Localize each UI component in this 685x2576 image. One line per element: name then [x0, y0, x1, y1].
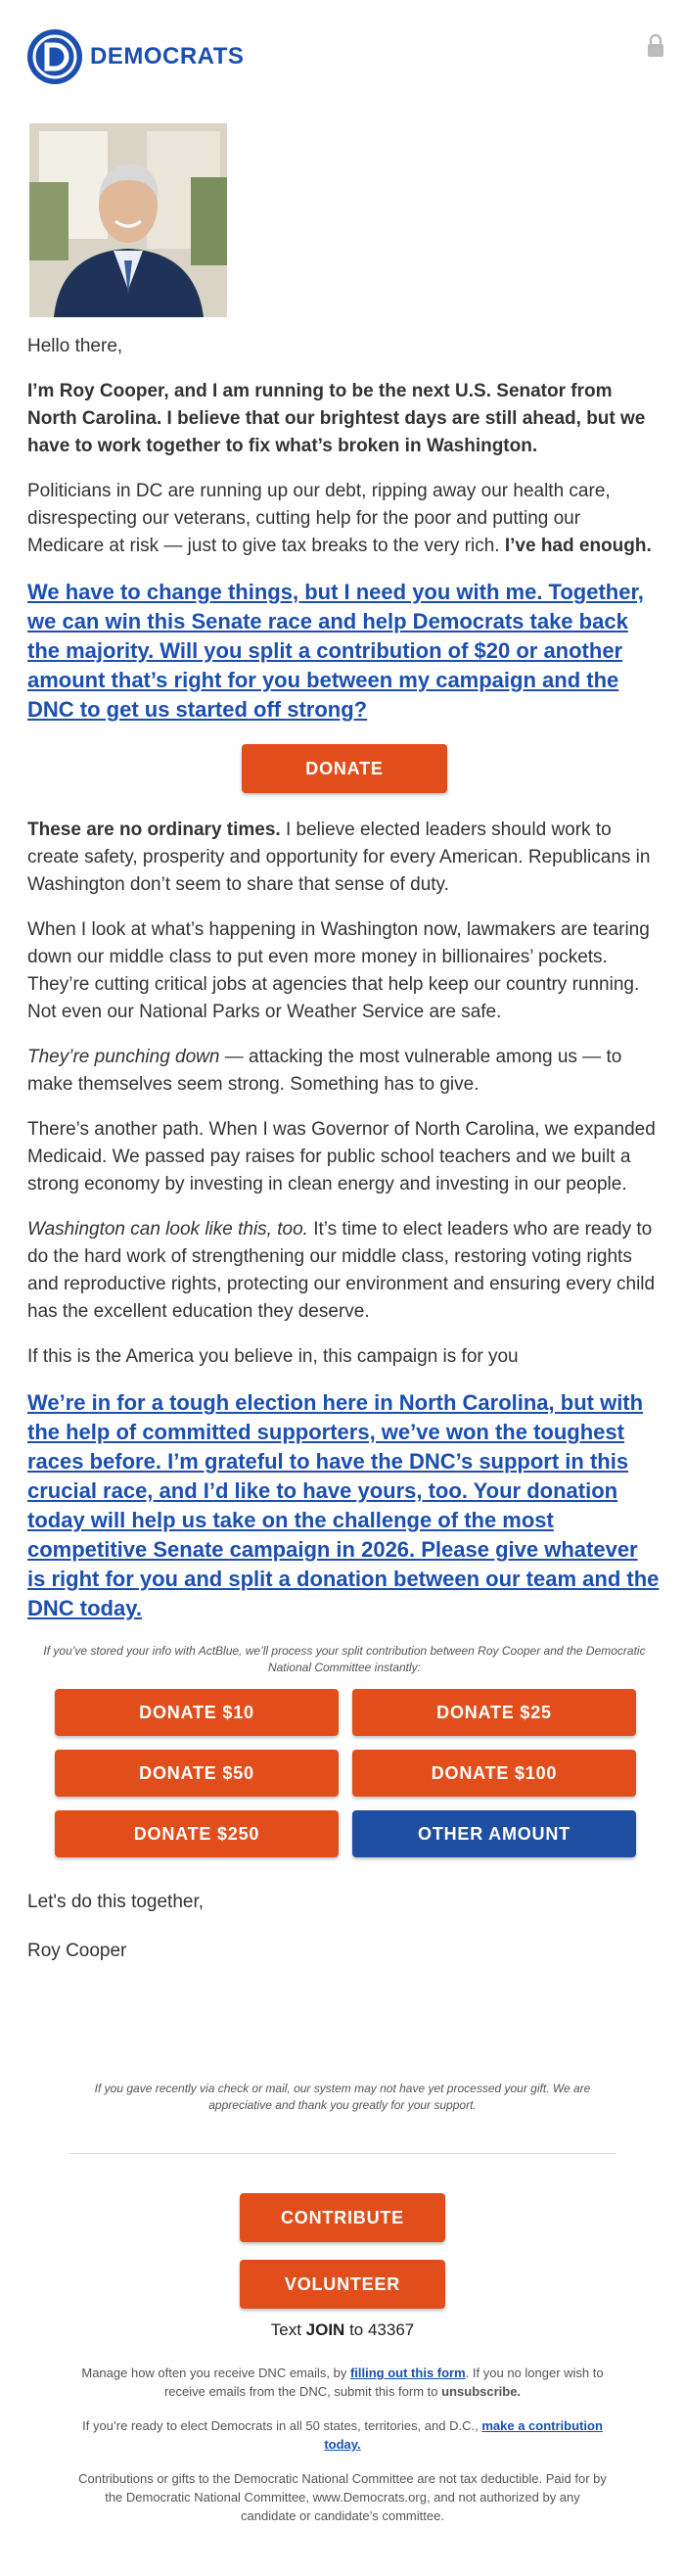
text-suffix: to 43367: [349, 2320, 415, 2339]
look-paragraph: [27, 1216, 662, 1326]
text-prefix: Text: [270, 2320, 301, 2339]
manage-text-1: Manage how often you receive DNC emails, by: [81, 2365, 347, 2380]
footer-divider: [68, 2153, 616, 2154]
text-keyword: JOIN: [305, 2320, 345, 2339]
logo-text: DEMOCRATS: [90, 43, 245, 70]
mail-note: If you gave recently via check or mail, our system may not have yet processed your gift. We are appreciative and thank you greatly for your support.: [94, 2082, 591, 2112]
look-italic: Washington can look like this, too.: [27, 1219, 308, 1240]
donation-section: [27, 1689, 662, 1983]
lock-icon: [646, 33, 665, 64]
donation-grid: [55, 1689, 662, 1857]
donate-50-button[interactable]: DONATE $50: [55, 1750, 339, 1797]
governor-paragraph: There’s another path. When I was Governor of North Carolina, we expanded Medicaid. We passed pay raises for public school teachers and we built a strong economy by investing in clean energy and investing in our people.: [27, 1119, 656, 1194]
email-body: [27, 333, 662, 1692]
ask-link-1[interactable]: We have to change things, but I need you with me. Together, we can win this Senate race and help Democrats take back the majority. Will you split a contribution of $20 or another amount that’s right for you between my campaign and the DNC to get us started off strong?: [27, 580, 644, 722]
actblue-note: If you’ve stored your info with ActBlue, we’ll process your split contribution between Roy Cooper and the Democratic National Committee instantly:: [43, 1644, 646, 1674]
greeting: Hello there,: [27, 336, 123, 356]
manage-text-2: . If you no longer wish to receive emails from the DNC, submit this form to: [163, 2365, 604, 2399]
ordinary-paragraph: [27, 817, 662, 899]
politicians-paragraph: [27, 478, 662, 560]
politicians-bold: I’ve had enough.: [504, 536, 652, 556]
elect-text-body: If you’re ready to elect Democrats in all 50 states, territories, and D.C.,: [82, 2418, 479, 2433]
closing-line: Let's do this together,: [27, 1892, 205, 1912]
contribute-button[interactable]: CONTRIBUTE: [240, 2193, 445, 2242]
ordinary-text: I believe elected leaders should work to create safety, prosperity and opportunity for every American. Republicans in Washington don’t seem to share that sense of duty.: [27, 820, 651, 895]
donate-25-button[interactable]: DONATE $25: [352, 1689, 636, 1736]
ask-link-2[interactable]: We’re in for a tough election here in North Carolina, but with the help of committed supporters, we’ve won the toughest races before. I’m grateful to have the DNC’s support in this crucial race, and I’d like to have yours, too. Your donation today will help us take on the challenge of the most competitive Senate campaign in 2026. Please give whatever is right for you and split a donation between our team and the DNC today.: [27, 1390, 660, 1620]
intro-paragraph: I’m Roy Cooper, and I am running to be the next U.S. Senator from North Carolina. I believe that our brightest days are still ahead, but we have to work together to fix what’s broken in Washington.: [27, 381, 646, 456]
politicians-text: Politicians in DC are running up our debt, ripping away our health care, disrespecting our veterans, cutting help for the poor and putting our Medicare at risk — just to give tax breaks to the very rich.: [27, 481, 611, 556]
punching-paragraph: [27, 1044, 662, 1099]
democrats-logo[interactable]: [27, 29, 244, 84]
donate-250-button[interactable]: DONATE $250: [55, 1810, 339, 1857]
logo-circle-icon: [27, 29, 82, 84]
punching-text: — attacking the most vulnerable among us — to make themselves seem strong. Something has to give.: [27, 1047, 622, 1095]
punching-italic: They’re punching down: [27, 1047, 220, 1067]
signature: Roy Cooper: [27, 1941, 127, 1961]
unsubscribe-link[interactable]: unsubscribe.: [441, 2384, 522, 2399]
elect-text: [78, 2416, 607, 2454]
america-paragraph: If this is the America you believe in, this campaign is for you: [27, 1346, 519, 1367]
donate-100-button[interactable]: DONATE $100: [352, 1750, 636, 1797]
text-join-line: [0, 2320, 685, 2340]
donate-10-button[interactable]: DONATE $10: [55, 1689, 339, 1736]
manage-emails-text: [78, 2364, 607, 2401]
email-footer: [0, 2081, 685, 2541]
email-header: [0, 0, 685, 117]
disclaimer: Contributions or gifts to the Democratic National Committee are not tax deductible. Paid for by the Democratic National Committee, www.Democrats.org, and not authorized by any candidate or candidate’s committee.: [78, 2471, 607, 2523]
donate-button[interactable]: DONATE: [242, 744, 447, 793]
washington-paragraph: When I look at what’s happening in Washington now, lawmakers are tearing down our middle class to put even more money in billionaires’ pockets. They’re cutting critical jobs at agencies that help keep our country running. Not even our National Parks or Weather Service are safe.: [27, 919, 650, 1022]
manage-form-link[interactable]: filling out this form: [349, 2365, 466, 2380]
make-contribution-link[interactable]: make a contribution today.: [324, 2418, 603, 2452]
ordinary-bold: These are no ordinary times.: [27, 820, 281, 840]
candidate-photo: [29, 123, 227, 317]
volunteer-button[interactable]: VOLUNTEER: [240, 2260, 445, 2309]
look-text: It’s time to elect leaders who are ready to do the hard work of strengthening our middle class, restoring voting rights and reproductive rights, protecting our environment and ensuring every child has the excellent education they deserve.: [27, 1219, 656, 1322]
other-amount-button[interactable]: OTHER AMOUNT: [352, 1810, 636, 1857]
